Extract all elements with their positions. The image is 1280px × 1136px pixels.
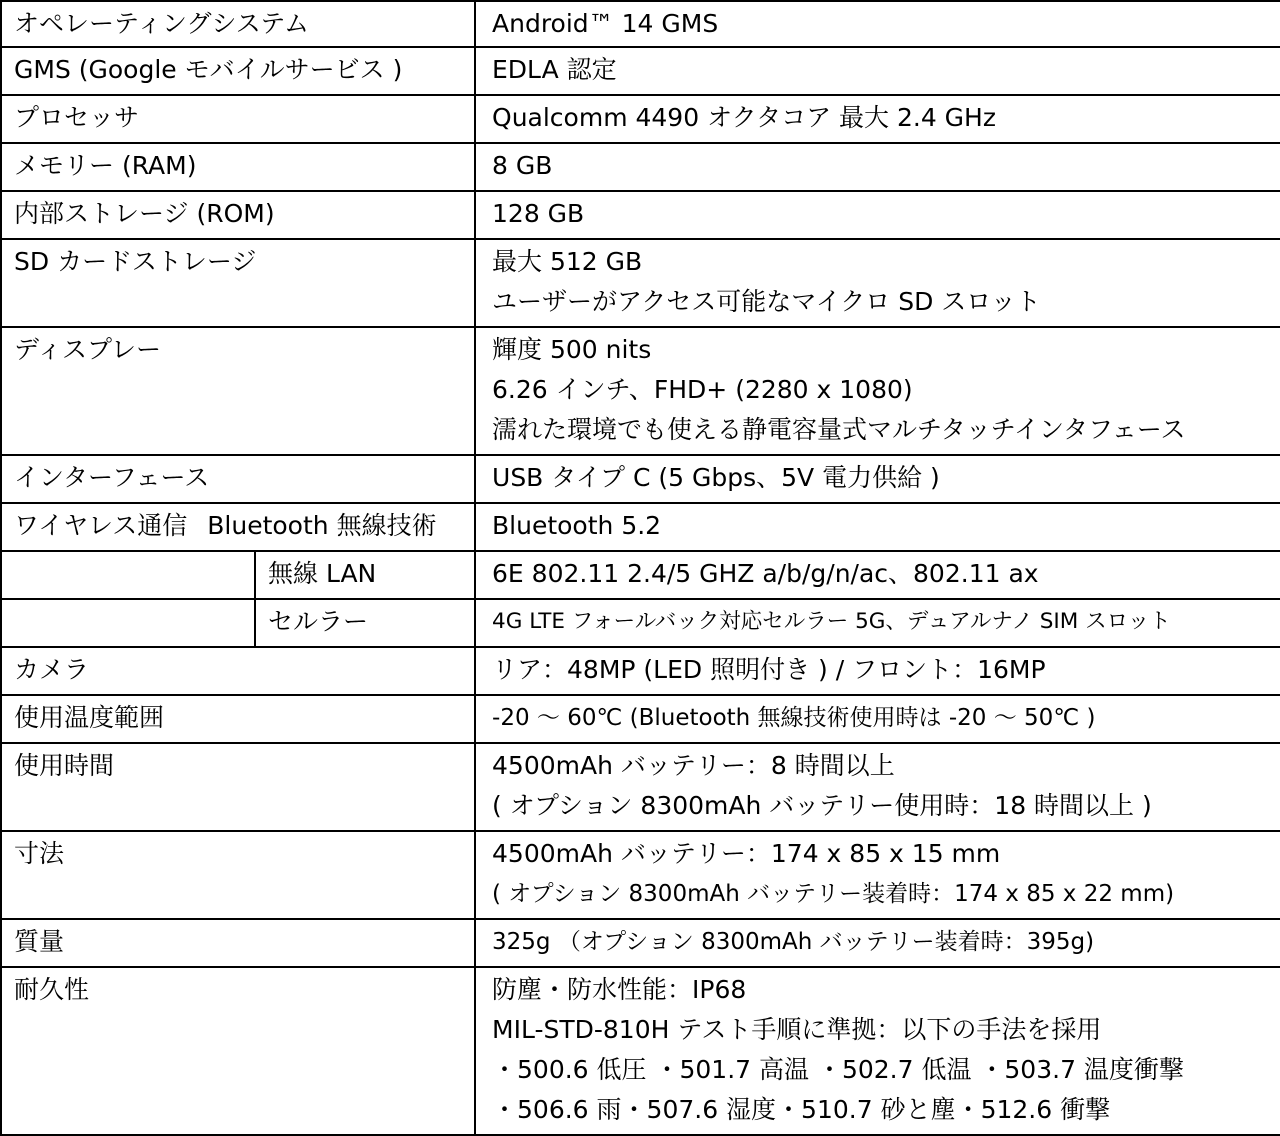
row-label: プロセッサ xyxy=(1,95,475,143)
wireless-spacer xyxy=(1,551,255,599)
row-value: 8 GB xyxy=(475,143,1280,191)
row-label: オペレーティングシステム xyxy=(1,1,475,47)
table-row xyxy=(1,1,1280,47)
row-value: EDLA 認定 xyxy=(475,47,1280,95)
row-value: USB タイプ C (5 Gbps、5V 電力供給 ) xyxy=(475,455,1280,503)
row-label: インターフェース xyxy=(1,455,475,503)
row-label: 寸法 xyxy=(1,831,475,919)
row-label: カメラ xyxy=(1,647,475,695)
table-row xyxy=(1,327,1280,455)
row-label: ディスプレー xyxy=(1,327,475,455)
table-row xyxy=(1,831,1280,919)
table-row xyxy=(1,143,1280,191)
table-row xyxy=(1,647,1280,695)
table-row xyxy=(1,599,1280,647)
row-label: 内部ストレージ (ROM) xyxy=(1,191,475,239)
wireless-sublabel: セルラー xyxy=(255,599,475,647)
table-row xyxy=(1,551,1280,599)
row-label: 質量 xyxy=(1,919,475,967)
row-value: リア：48MP (LED 照明付き ) / フロント：16MP xyxy=(475,647,1280,695)
row-value: 輝度 500 nits 6.26 インチ、FHD+ (2280 x 1080) 濡れた環境でも使える静電容量式マルチタッチインタフェース xyxy=(475,327,1280,455)
wireless-sublabel: 無線 LAN xyxy=(255,551,475,599)
row-value: Qualcomm 4490 オクタコア 最大 2.4 GHz xyxy=(475,95,1280,143)
row-value: 4500mAh バッテリー：174 x 85 x 15 mm ( オプション 8300mAh バッテリー装着時：174 x 85 x 22 mm) xyxy=(475,831,1280,919)
wireless-label: ワイヤレス通信 xyxy=(14,511,188,540)
wireless-label-cell xyxy=(1,503,475,551)
wireless-spacer xyxy=(1,599,255,647)
table-row xyxy=(1,191,1280,239)
row-value: 6E 802.11 2.4/5 GHZ a/b/g/n/ac、802.11 ax xyxy=(475,551,1280,599)
row-value: 128 GB xyxy=(475,191,1280,239)
row-value: Bluetooth 5.2 xyxy=(475,503,1280,551)
row-value: 4500mAh バッテリー：8 時間以上 ( オプション 8300mAh バッテリー使用時：18 時間以上 ) xyxy=(475,743,1280,831)
row-value: 最大 512 GB ユーザーがアクセス可能なマイクロ SD スロット xyxy=(475,239,1280,327)
row-label: メモリー (RAM) xyxy=(1,143,475,191)
table-row xyxy=(1,695,1280,743)
row-value: -20 〜 60℃ (Bluetooth 無線技術使用時は -20 〜 50℃ ) xyxy=(475,695,1280,743)
table-row xyxy=(1,743,1280,831)
row-value: 4G LTE フォールバック対応セルラー 5G、デュアルナノ SIM スロット xyxy=(475,599,1280,647)
table-row xyxy=(1,919,1280,967)
row-label: SD カードストレージ xyxy=(1,239,475,327)
row-label: 耐久性 xyxy=(1,967,475,1135)
row-value: Android™ 14 GMS xyxy=(475,1,1280,47)
table-row xyxy=(1,455,1280,503)
table-row xyxy=(1,95,1280,143)
row-label: GMS (Google モバイルサービス ) xyxy=(1,47,475,95)
wireless-sublabel: Bluetooth 無線技術 xyxy=(207,511,437,540)
row-value: 325g （オプション 8300mAh バッテリー装着時：395g) xyxy=(475,919,1280,967)
row-label: 使用温度範囲 xyxy=(1,695,475,743)
table-row xyxy=(1,239,1280,327)
table-row xyxy=(1,967,1280,1135)
row-label: 使用時間 xyxy=(1,743,475,831)
table-row xyxy=(1,47,1280,95)
row-value: 防塵・防水性能：IP68 MIL-STD-810H テスト手順に準拠：以下の手法を採用 ・500.6 低圧 ・501.7 高温 ・502.7 低温 ・503.7 温度衝撃 ・506.6 雨・507.6 湿度・510.7 砂と塵・512.6 衝撃 xyxy=(475,967,1280,1135)
table-row xyxy=(1,503,1280,551)
